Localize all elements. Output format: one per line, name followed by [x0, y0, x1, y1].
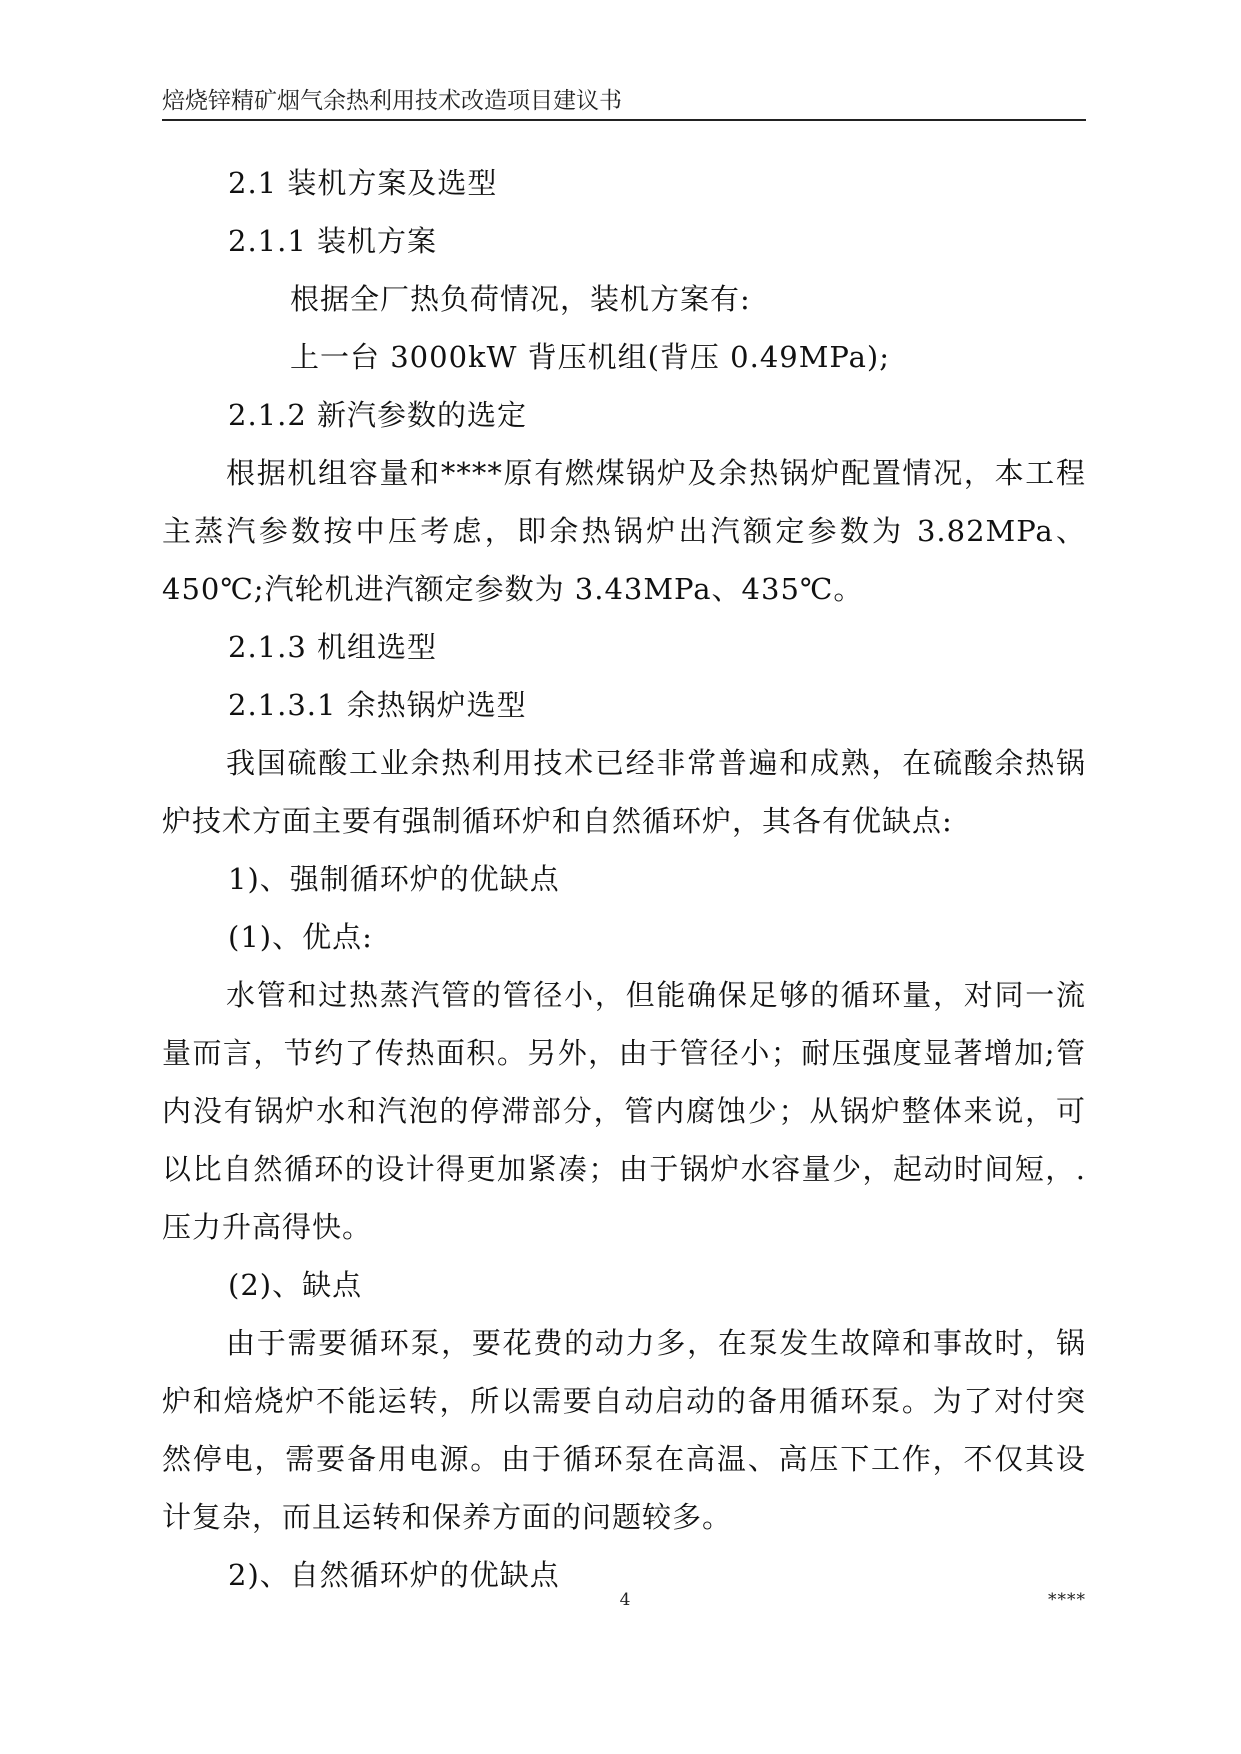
subsection-heading: 2.1.1 装机方案: [228, 224, 438, 258]
section-heading: 2.1 装机方案及选型: [228, 166, 498, 200]
footer-mark: ****: [1048, 1590, 1086, 1610]
page-number: 4: [619, 1590, 631, 1610]
paragraph: 根据全厂热负荷情况，装机方案有:: [290, 282, 751, 316]
paragraph: 水管和过热蒸汽管的管径小，但能确保足够的循环量，对同一流量而言，节约了传热面积。另外，由于管径小；耐压强度显著增加;管内没有锅炉水和汽泡的停滞部分，管内腐蚀少；从锅炉整体来说，可以比自然循环的设计得更加紧凑；由于锅炉水容量少，起动时间短，. 压力升高得快。: [162, 978, 1086, 1244]
list-heading: (1)、优点:: [228, 920, 373, 954]
document-body: [162, 154, 1086, 1604]
subsection-heading: 2.1.3.1 余热锅炉选型: [228, 688, 527, 722]
page-header: 焙烧锌精矿烟气余热利用技术改造项目建议书: [162, 86, 1086, 121]
paragraph: 上一台 3000kW 背压机组(背压 0.49MPa);: [290, 340, 890, 374]
list-heading: (2)、缺点: [228, 1268, 363, 1302]
paragraph: 由于需要循环泵，要花费的动力多，在泵发生故障和事故时，锅炉和焙烧炉不能运转，所以需要自动启动的备用循环泵。为了对付突然停电，需要备用电源。由于循环泵在高温、高压下工作，不仅其设计复杂，而且运转和保养方面的问题较多。: [162, 1326, 1086, 1534]
list-heading: 1)、强制循环炉的优缺点: [228, 862, 560, 896]
paragraph: 根据机组容量和****原有燃煤锅炉及余热锅炉配置情况，本工程主蒸汽参数按中压考虑，即余热锅炉出汽额定参数为 3.82MPa、450℃;汽轮机进汽额定参数为 3.43MPa、435℃。: [162, 456, 1086, 606]
subsection-heading: 2.1.2 新汽参数的选定: [228, 398, 528, 432]
paragraph: 我国硫酸工业余热利用技术已经非常普遍和成熟，在硫酸余热锅炉技术方面主要有强制循环炉和自然循环炉，其各有优缺点:: [162, 746, 1086, 838]
list-heading: 2)、自然循环炉的优缺点: [228, 1558, 560, 1592]
subsection-heading: 2.1.3 机组选型: [228, 630, 438, 664]
